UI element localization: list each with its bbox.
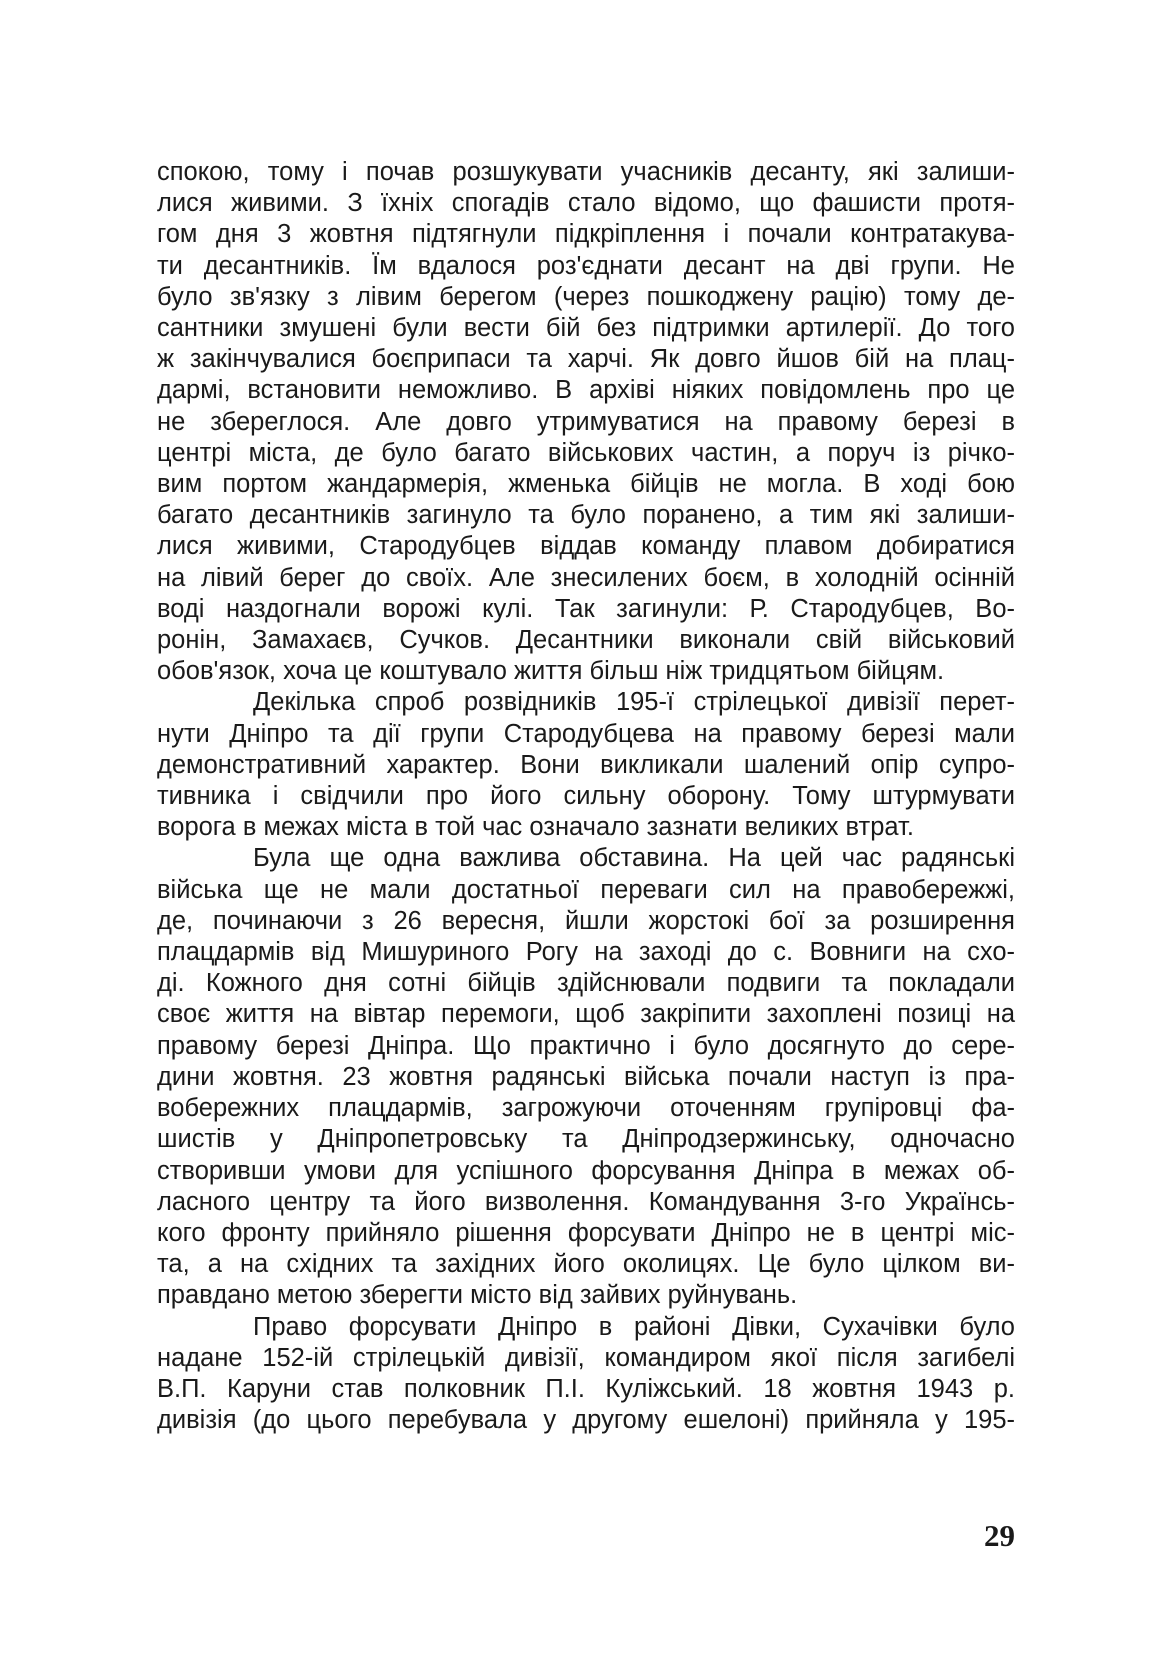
text-line: створивши умови для успішного форсування Дніпра в межах об- — [157, 1156, 1015, 1185]
text-line: на лівий берег до своїх. Але знесилених боєм, в холодній осінній — [157, 563, 1015, 592]
text-line: ронін, Замахаєв, Сучков. Десантники виконали свій військовий — [157, 626, 1015, 655]
text-line: плацдармів від Мишуриного Рогу на заході до с. Вовниги на схо- — [157, 938, 1015, 967]
paragraph — [157, 157, 1015, 687]
text-line: кого фронту прийняло рішення форсувати Дніпро не в центрі міс- — [157, 1218, 1015, 1247]
text-line: дивізія (до цього перебувала у другому ешелоні) прийняла у 195- — [157, 1406, 1015, 1435]
text-line: лися живими. З їхніх спогадів стало відомо, що фашисти протя- — [157, 189, 1015, 218]
text-line: Право форсувати Дніпро в районі Дівки, Сухачівки було — [253, 1312, 1015, 1341]
text-line: та, а на східних та західних його околицях. Це було цілком ви- — [157, 1250, 1015, 1279]
text-line: ж закінчувалися боєприпаси та харчі. Як довго йшов бій на плац- — [157, 345, 1015, 374]
text-line: В.П. Каруни став полковник П.І. Куліжський. 18 жовтня 1943 р. — [157, 1374, 1015, 1403]
text-line: лися живими, Стародубцев віддав команду плавом добиратися — [157, 532, 1015, 561]
text-line: демонстративний характер. Вони викликали шалений опір супро- — [157, 750, 1015, 779]
text-line: вим портом жандармерія, жменька бійців не могла. В ході бою — [157, 470, 1015, 499]
text-line: ворога в межах міста в той час означало зазнати великих втрат. — [157, 813, 914, 842]
text-line: ласного центру та його визволення. Командування 3-го Українсь- — [157, 1187, 1015, 1216]
text-line: правдано метою зберегти місто від зайвих руйнувань. — [157, 1281, 798, 1310]
text-line: правому березі Дніпра. Що практично і було досягнуто до сере- — [157, 1031, 1015, 1060]
text-line: вобережних плацдармів, загрожуючи оточенням групіровці фа- — [157, 1094, 1015, 1123]
text-line: було зв'язку з лівим берегом (через пошкоджену рацію) тому де- — [157, 282, 1015, 311]
text-line: тивника і свідчили про його сильну оборону. Тому штурмувати — [157, 782, 1015, 811]
body-text — [157, 157, 1015, 1436]
text-line: сантники змушені були вести бій без підтримки артилерії. До того — [157, 314, 1015, 343]
text-line: не збереглося. Але довго утримуватися на правому березі в — [157, 407, 1015, 436]
text-line: ти десантників. Їм вдалося роз'єднати десант на дві групи. Не — [157, 251, 1015, 280]
paragraph — [157, 1312, 1015, 1437]
text-line: надане 152-ій стрілецькій дивізії, командиром якої після загибелі — [157, 1343, 1015, 1372]
paragraph — [157, 687, 1015, 843]
text-line: де, починаючи з 26 вересня, йшли жорстокі бої за розширення — [157, 906, 1015, 935]
text-line: гом дня 3 жовтня підтягнули підкріплення і почали контратакува- — [157, 220, 1015, 249]
text-line: шистів у Дніпропетровську та Дніпродзержинську, одночасно — [157, 1125, 1015, 1154]
text-line: нути Дніпро та дії групи Стародубцева на правому березі мали — [157, 719, 1015, 748]
text-line: своє життя на вівтар перемоги, щоб закріпити захоплені позиці на — [157, 1000, 1015, 1029]
text-line: центрі міста, де було багато військових частин, а поруч із річко- — [157, 438, 1015, 467]
text-line: Декілька спроб розвідників 195-ї стрілецької дивізії перет- — [253, 688, 1015, 717]
text-line: ді. Кожного дня сотні бійців здійснювали подвиги та покладали — [157, 969, 1015, 998]
text-line: спокою, тому і почав розшукувати учасників десанту, які залиши- — [157, 158, 1015, 186]
text-line: Була ще одна важлива обставина. На цей час радянські — [253, 844, 1015, 873]
text-line: війська ще не мали достатньої переваги сил на правобережжі, — [157, 875, 1015, 904]
text-line: багато десантників загинуло та було поранено, а тим які залиши- — [157, 501, 1015, 530]
text-line: воді наздогнали ворожі кулі. Так загинули: Р. Стародубцев, Во- — [157, 594, 1015, 623]
page-number: 29 — [984, 1518, 1015, 1553]
text-line: дини жовтня. 23 жовтня радянські війська почали наступ із пра- — [157, 1062, 1015, 1091]
paragraph — [157, 843, 1015, 1311]
text-line: дармі, встановити неможливо. В архіві ніяких повідомлень про це — [157, 376, 1015, 405]
text-line: обов'язок, хоча це коштувало життя більш ніж тридцятьом бійцям. — [157, 657, 945, 686]
